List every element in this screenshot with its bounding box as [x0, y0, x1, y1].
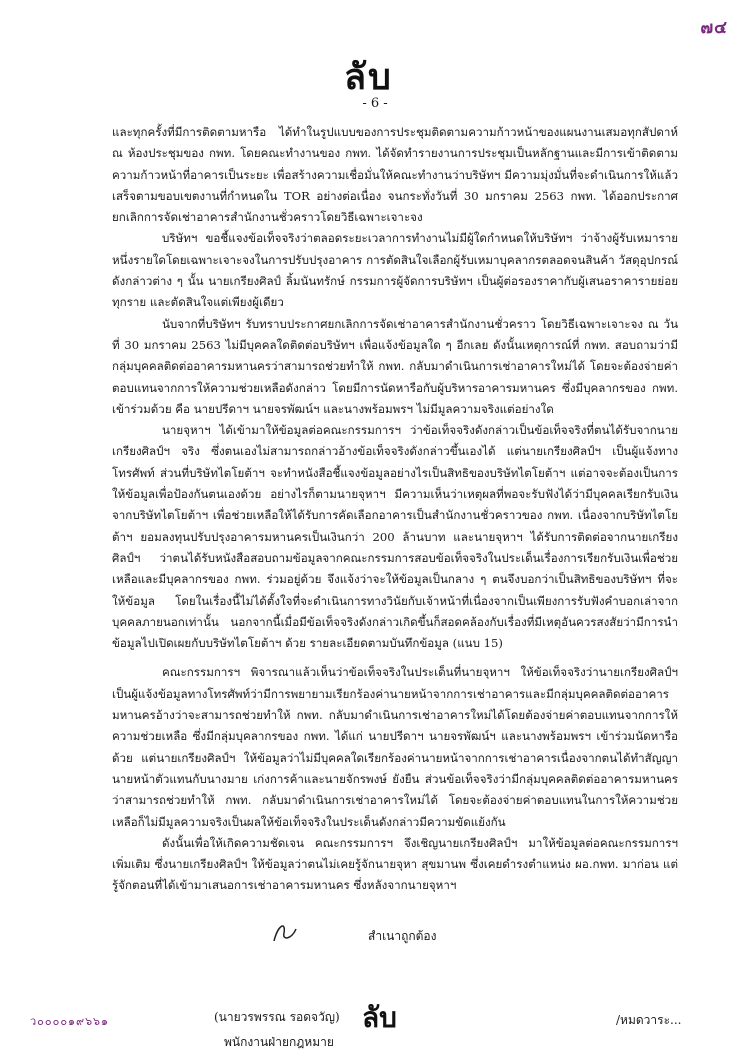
page-label: - 6 -	[362, 96, 388, 111]
continued-marker: /หมดวาระ...	[616, 1013, 682, 1027]
confidential-stamp-bottom: ลับ	[362, 1001, 397, 1034]
paragraph-4: นายจุหาฯ ได้เข้ามาให้ข้อมูลต่อคณะกรรมการฯ ว่าข้อเท็จจริงดังกล่าวเป็นข้อเท็จจริงที่ตนได้รับจากนายเกรียงศิลป์ฯ จริง ซึ่งตนเองไม่สามารถกล่าวอ้างข้อเท็จจริงดังกล่าวขึ้นเองได้ แต่นายเกรียงศิลป์ฯ เป็นผู้แจ้งทางโทรศัพท์ ส่วนที่บริษัทไตโยต้าฯ จะทำหนังสือชี้แจงข้อมูลอย่างไรเป็นสิทธิของบริษัทไตโยต้าฯ แต่อาจจะต้องเป็นการให้ข้อมูลเพื่อป้องกันตนเองด้วย อย่างไรก็ตามนายจุหาฯ มีความเห็นว่าเหตุผลที่พอจะรับฟังได้ว่ามีบุคคลเรียกรับเงินจากบริษัทไตโยต้าฯ เพื่อช่วยเหลือให้ได้รับการคัดเลือกอาคารเป็นสำนักงานชั่วคราวของ กพท. เนื่องจากบริษัทไตโยต้าฯ ยอมลงทุนปรับปรุงอาคารมหานครเป็นเงินกว่า 200 ล้านบาท และนายจุหาฯ ได้รับการติดต่อจากนายเกรียงศิลป์ฯ ว่าตนได้รับหนังสือสอบถามข้อมูลจากคณะกรรมการสอบข้อเท็จจริงในประเด็นเรื่องการเรียกรับเงินเพื่อช่วยเหลือและมีบุคลากรของ กพท. ร่วมอยู่ด้วย จึงแจ้งว่าจะให้ข้อมูลเป็นกลาง ๆ ตนจึงบอกว่าเป็นสิทธิของบริษัทฯ ที่จะให้ข้อมูล โดยในเรื่องนี้ไม่ได้ตั้งใจที่จะดำเนินการทางวินัยกับเจ้าหน้าที่เนื่องจากเป็นเพียงการรับฟังคำบอกเล่าจากบุคคลภายนอกเท่านั้น นอกจากนี้เมื่อมีข้อเท็จจริงดังกล่าวเกิดขึ้นก็สอดคล้องกับเรื่องที่มีเหตุอันควรสงสัยว่ามีการนำข้อมูลไปเปิดเผยกับบริษัทไตโยต้าฯ ด้วย รายละเอียดตามบันทึกข้อมูล (แนบ 15)	[112, 423, 678, 651]
corner-page-number: ๗๔	[700, 18, 728, 38]
paragraph-3: นับจากที่บริษัทฯ รับทราบประกาศยกเลิกการจัดเช่าอาคารสำนักงานชั่วคราว โดยวิธีเฉพาะเจาะจง ณ วันที่ 30 มกราคม 2563 ไม่มีบุคคลใดติดต่อบริษัทฯ เพื่อแจ้งข้อมูลใด ๆ อีกเลย ดังนั้นเหตุการณ์ที่ กพท. สอบถามว่ามีกลุ่มบุคคลติดต่ออาคารมหานครว่าสามารถช่วยทำให้ กพท. กลับมาดำเนินการเช่าอาคารใหม่ได้ โดยจะต้องจ่ายค่าตอบแทนจากการให้ความช่วยเหลือดังกล่าว โดยมีการนัดหารือกับผู้บริหารอาคารมหานคร ซึ่งมีบุคลากรของ กพท. เข้าร่วมด้วย คือ นายปรีดาฯ นายจรพัฒน์ฯ และนางพร้อมพรฯ ไม่มีมูลความจริงแต่อย่างใด	[112, 316, 678, 416]
paragraph-5: คณะกรรมการฯ พิจารณาแล้วเห็นว่าข้อเท็จจริงในประเด็นที่นายจุหาฯ ให้ข้อเท็จจริงว่านายเกรียงศิลป์ฯ เป็นผู้แจ้งข้อมูลทางโทรศัพท์ว่ามีการพยายามเรียกร้องค่านายหน้าจากการเช่าอาคารและมีกลุ่มบุคคลติดต่ออาคารมหานครอ้างว่าจะสามารถช่วยทำให้ กพท. กลับมาดำเนินการเช่าอาคารใหม่ได้โดยต้องจ่ายค่าตอบแทนจากการให้ความช่วยเหลือ ซึ่งมีกลุ่มบุคลากรของ กพท. ได้แก่ นายปรีดาฯ นายจรพัฒน์ฯ และนางพร้อมพรฯ เข้าร่วมนัดหารือด้วย แต่นายเกรียงศิลป์ฯ ให้ข้อมูลว่าไม่มีบุคคลใดเรียกร้องค่านายหน้าจากการเช่าอาคารเนื่องจากตนได้ทำสัญญานายหน้าตัวแทนกับนางมาย เก่งการค้าและนายจักรพงษ์ ยังยืน ส่วนข้อเท็จจริงว่ามีกลุ่มบุคคลติดต่ออาคารมหานครว่าสามารถช่วยทำให้ กพท. กลับมาดำเนินการเช่าอาคารใหม่ได้ โดยจะต้องจ่ายค่าตอบแทนในการให้ความช่วยเหลือก็ไม่มีมูลความจริงเป็นผลให้ข้อเท็จจริงในประเด็นดังกล่าวมีความขัดแย้งกัน	[112, 665, 678, 829]
signer-name: (นายวรพรรณ รอดจวัญ)	[214, 1010, 340, 1024]
certified-copy-note: สำเนาถูกต้อง	[368, 929, 437, 943]
document-id: ว๐๐๐๐๑๙๖๖๑	[30, 1015, 110, 1028]
document-body	[112, 122, 678, 897]
signature-mark	[268, 911, 308, 951]
paragraph-2: บริษัทฯ ขอชี้แจงข้อเท็จจริงว่าตลอดระยะเวลาการทำงานไม่มีผู้ใดกำหนดให้บริษัทฯ ว่าจ้างผู้รับเหมารายหนึ่งรายใดโดยเฉพาะเจาะจงในการปรับปรุงอาคาร การตัดสินใจเลือกผู้รับเหมาบุคลากรตลอดจนสินค้า วัสดุอุปกรณ์ดังกล่าวต่าง ๆ นั้น นายเกรียงศิลป์ ลิ้มนันทรักษ์ กรรมการผู้จัดการบริษัทฯ เป็นผู้ต่อรองราคากับผู้เสนอราคารายย่อยทุกราย และตัดสินใจแต่เพียงผู้เดียว	[112, 231, 678, 310]
signer-role: พนักงานฝ่ายกฎหมาย	[224, 1035, 334, 1049]
paragraph-1: และทุกครั้งที่มีการติดตามหารือ ได้ทำในรูปแบบของการประชุมติดตามความก้าวหน้าของแผนงานเสมอทุกสัปดาห์ ณ ห้องประชุมของ กพท. โดยคณะทำงานของ กพท. ได้จัดทำรายงานการประชุมเป็นหลักฐานและมีการเข้าติดตามความก้าวหน้าที่อาคารเป็นระยะ เพื่อสร้างความเชื่อมั่นให้คณะทำงานว่าบริษัทฯ มีความมุ่งมั่นที่จะดำเนินการให้แล้วเสร็จตามขอบเขตงานที่กำหนดใน TOR อย่างต่อเนื่อง จนกระทั่งวันที่ 30 มกราคม 2563 กพท. ได้ออกประกาศยกเลิกการจัดเช่าอาคารสำนักงานชั่วคราวโดยวิธีเฉพาะเจาะจง	[112, 125, 678, 225]
confidential-stamp: ลับ	[344, 56, 393, 98]
paragraph-6: ดังนั้นเพื่อให้เกิดความชัดเจน คณะกรรมการฯ จึงเชิญนายเกรียงศิลป์ฯ มาให้ข้อมูลต่อคณะกรรมการฯ เพิ่มเติม ซึ่งนายเกรียงศิลป์ฯ ให้ข้อมูลว่าตนไม่เคยรู้จักนายจุหา สุขมานพ ซึ่งเคยดำรงตำแหน่ง ผอ.กพท. มาก่อน แต่รู้จักตอนที่ได้เข้ามาเสนอการเช่าอาคารมหานคร ซึ่งหลังจากนายจุหาฯ	[112, 835, 678, 893]
